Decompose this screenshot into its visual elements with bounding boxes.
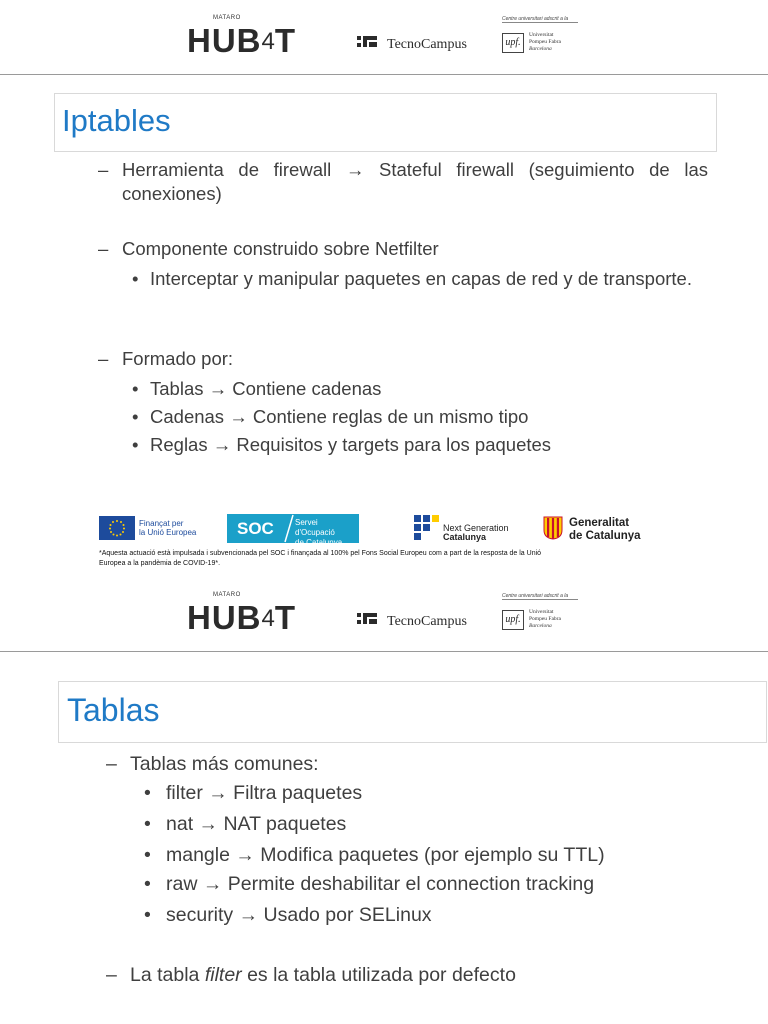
hub4t-logo: HUB4T <box>187 599 297 636</box>
soc-logo: SOC Servei d'Ocupació de Catalunya <box>227 514 359 543</box>
slide2-item-6: • security → Usado por SELinux <box>144 904 432 926</box>
eu-funding-label: Finançat per la Unió Europea <box>139 519 197 537</box>
dash-marker: – <box>98 159 109 180</box>
slide1-item-2: – Componente construido sobre Netfilter <box>98 238 439 259</box>
slide2-item-3: • nat → NAT paquetes <box>144 813 347 835</box>
upf-caption: Centre universitari adscrit a la <box>502 16 578 23</box>
generalitat-icon <box>543 516 563 540</box>
generalitat-label: Generalitat de Catalunya <box>569 517 641 542</box>
upf-logo: upf. <box>502 610 524 630</box>
slide1-item-4: – Formado por: <box>98 348 234 369</box>
tecnocampus-icon <box>357 35 379 49</box>
hub4t-logo: HUB4T <box>187 22 297 59</box>
next-generation-icon <box>414 515 440 541</box>
slide1-item-1: – Herramienta de firewall → Stateful firewall (seguimiento de las conexiones) <box>98 159 708 204</box>
tecnocampus-icon <box>357 612 379 626</box>
upf-name: Universitat Pompeu Fabra Barcelona <box>529 32 561 52</box>
tecnocampus-wordmark: TecnoCampus <box>387 37 467 52</box>
upf-logo: upf. <box>502 33 524 53</box>
slide1-item-5: • Tablas → Contiene cadenas <box>132 378 382 399</box>
slide2-item-5: • raw → Permite deshabilitar el connection tracking <box>144 873 595 895</box>
slide1-item-6: • Cadenas → Contiene reglas de un mismo tipo <box>132 406 529 427</box>
dash-marker: – <box>106 753 117 775</box>
slide1-title-box <box>54 93 717 152</box>
slide2-item-4: • mangle → Modifica paquetes (por ejemplo su TTL) <box>144 844 605 866</box>
slide2-title-box <box>58 681 767 743</box>
soc-slash-icon <box>283 514 295 543</box>
eu-flag-icon <box>99 516 135 540</box>
bullet-marker: • <box>132 268 139 289</box>
slide2-item-7: – La tabla filter es la tabla utilizada por defecto <box>106 964 516 986</box>
slide2-item-1: – Tablas más comunes: <box>106 753 319 775</box>
header-divider <box>0 74 768 75</box>
slide1-item-3: • Interceptar y manipular paquetes en capas de red y de transporte. <box>132 268 692 289</box>
funding-note: *Aquesta actuació està impulsada i subvencionada pel SOC i finançada al 100% pel Fons Social Europeu com a part de la resposta de la Unió Europea a la pandèmia de COVID-19*. <box>99 550 542 567</box>
slide1-item-7: • Reglas → Requisitos y targets para los paquetes <box>132 434 552 455</box>
next-generation-label: Next Generation Catalunya <box>443 523 509 542</box>
upf-name: Universitat Pompeu Fabra Barcelona <box>529 609 561 629</box>
bullet-marker: • <box>144 782 151 804</box>
upf-caption: Centre universitari adscrit a la <box>502 593 578 600</box>
slide2-item-2: • filter → Filtra paquetes <box>144 782 363 804</box>
mataro-label: MATARO <box>213 15 241 21</box>
slide1-title: Iptables <box>62 103 171 138</box>
tecnocampus-wordmark: TecnoCampus <box>387 614 467 629</box>
header-divider-2 <box>0 651 768 652</box>
slide2-title: Tablas <box>67 692 160 728</box>
